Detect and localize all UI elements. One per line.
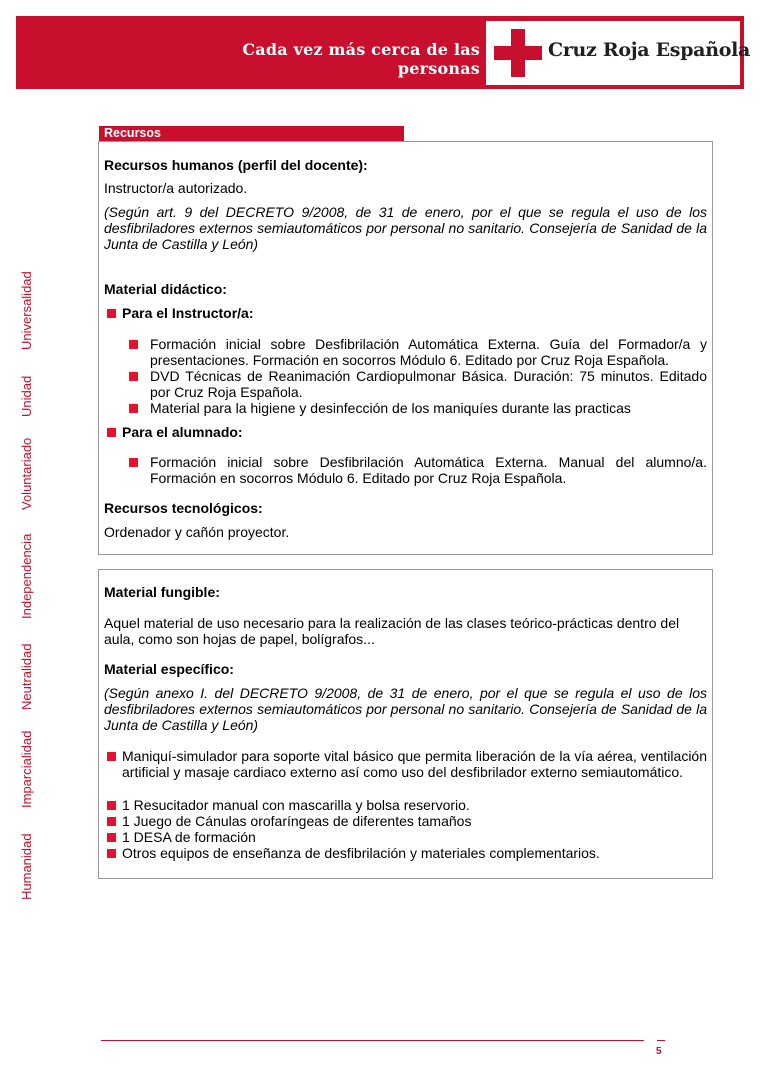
list-item [104,829,707,845]
list-item-text: Maniquí-simulador para soporte vital básico que permita liberación de la vía aérea, ventilación artificial y masaje cardiaco externo así como uso del desfibrilador externo semiautomático. [122,748,707,780]
alumnado-heading: Para el alumnado: [122,424,243,440]
rrhh-heading: Recursos humanos (perfil del docente): [104,157,368,173]
side-values [19,270,39,905]
especifico-note: (Según anexo I. del DECRETO 9/2008, de 31 de enero, por el que se regula el uso de los desfibriladores externos semiautomáticos por personal no sanitario. Consejería de Sanidad de la Junta de Castilla y León) [104,685,707,733]
value-universalidad: Universalidad [19,271,34,350]
list-item [104,336,707,368]
list-item-text: 1 Resucitador manual con mascarilla y bolsa reservorio. [122,797,470,813]
bullet-icon [129,404,138,413]
list-item-text: Formación inicial sobre Desfibrilación Automática Externa. Guía del Formador/a y presentaciones. Formación en socorros Módulo 6. Editado por Cruz Roja Española. [150,336,707,368]
bullet-icon [129,458,138,467]
material-heading: Material didáctico: [104,281,227,297]
bullet-icon [107,801,116,810]
list-item-text: Formación inicial sobre Desfibrilación Automática Externa. Manual del alumno/a. Formación en socorros Módulo 6. Editado por Cruz Roja Española. [150,454,707,486]
rrhh-text: Instructor/a autorizado. [104,180,248,196]
list-item [104,845,707,861]
value-unidad: Unidad [19,375,34,417]
logo-text: Cruz Roja Española [548,39,751,61]
instructor-heading: Para el Instructor/a: [122,305,254,321]
list-item [104,400,707,416]
bullet-icon [107,428,116,437]
list-item-text: DVD Técnicas de Reanimación Cardiopulmonar Básica. Duración: 75 minutos. Editado por Cruz Roja Española. [150,368,707,400]
tech-heading: Recursos tecnológicos: [104,500,263,516]
value-independencia: Independencia [19,533,34,619]
list-item-text: Otros equipos de enseñanza de desfibrilación y materiales complementarios. [122,845,600,861]
footer-tick [657,1040,665,1041]
value-neutralidad: Neutralidad [19,643,34,710]
bullet-icon [129,372,138,381]
rrhh-note: (Según art. 9 del DECRETO 9/2008, de 31 de enero, por el que se regula el uso de los desfibriladores externos semiautomáticos por personal no sanitario. Consejería de Sanidad de la Junta de Castilla y León) [104,204,707,252]
red-cross-icon [494,29,542,77]
fungible-heading: Material fungible: [104,584,220,600]
bullet-icon [107,817,116,826]
value-humanidad: Humanidad [19,833,34,900]
footer-divider [101,1040,644,1041]
fungible-text: Aquel material de uso necesario para la realización de las clases teórico-prácticas dentro del aula, como son hojas de papel, bolígrafos... [104,615,680,647]
tech-text: Ordenador y cañón proyector. [104,524,290,540]
bullet-icon [107,849,116,858]
list-item-text: 1 Juego de Cánulas orofaríngeas de diferentes tamaños [122,813,472,829]
header-slogan: Cada vez más cerca de las personas [242,40,480,78]
list-item [104,813,707,829]
page-number: 5 [656,1046,662,1057]
especifico-heading: Material específico: [104,661,234,677]
section-tab-recursos: Recursos [99,126,404,141]
cruz-roja-logo [486,21,751,85]
list-item [104,797,707,813]
materiales-box [98,569,713,879]
bullet-icon [107,752,116,761]
recursos-box [98,141,713,555]
value-voluntariado: Voluntariado [19,437,34,510]
bullet-icon [129,340,138,349]
list-item [104,368,707,400]
bullet-icon [107,833,116,842]
list-item-text: 1 DESA de formación [122,829,256,845]
bullet-icon [107,309,116,318]
list-item [104,748,707,780]
list-item [104,454,707,486]
value-imparcialidad: Imparcialidad [19,730,34,808]
list-item-text: Material para la higiene y desinfección de los maniquíes durante las practicas [150,400,631,416]
